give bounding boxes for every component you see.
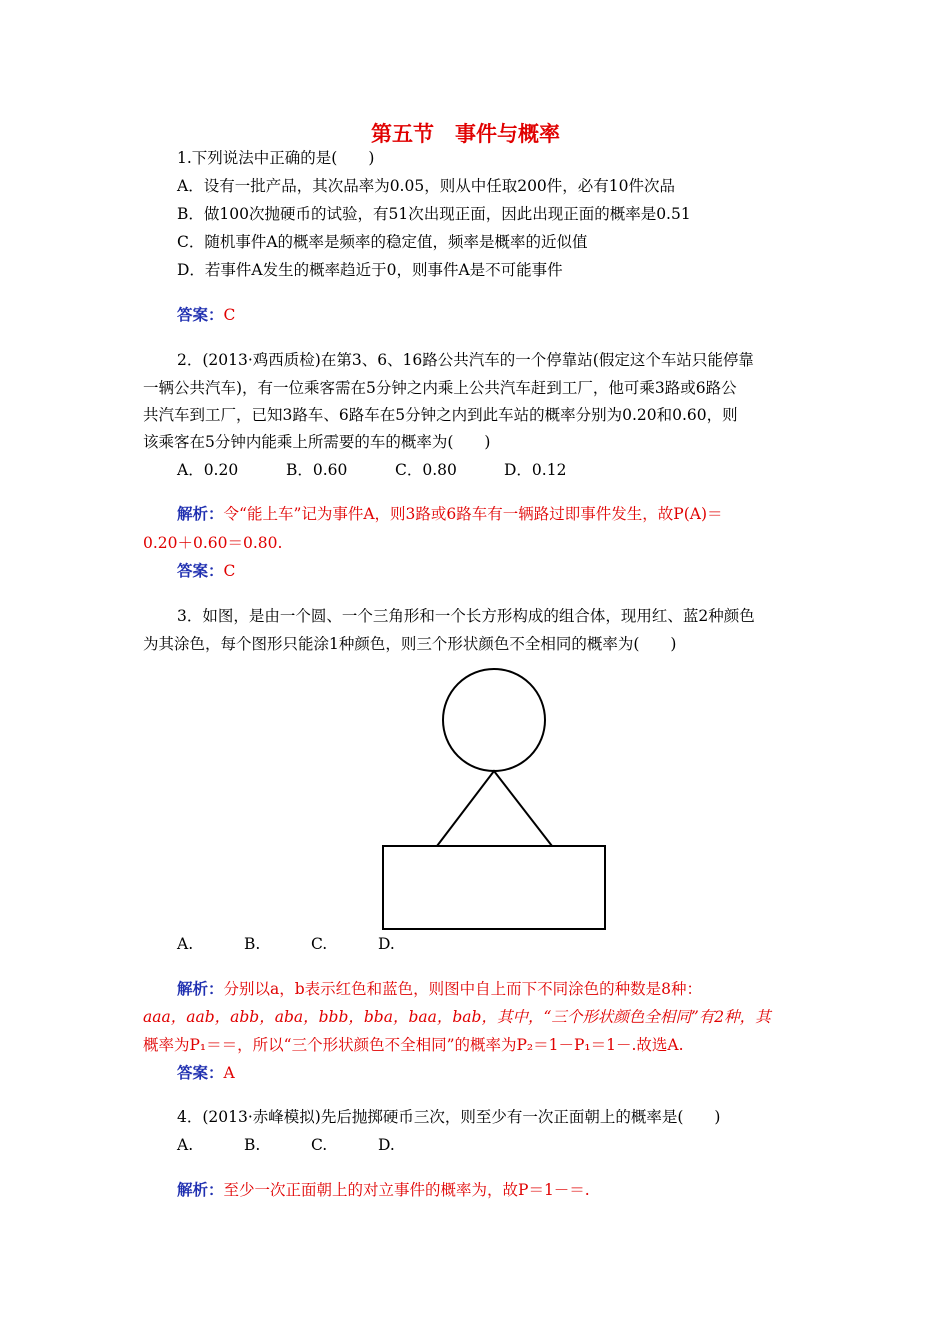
q2-option-c: C．0.80: [395, 461, 457, 479]
answer-label: 答案：: [177, 562, 224, 580]
q1-option-b: B．做100次抛硬币的试验，有51次出现正面，因此出现正面的概率是0.51: [177, 205, 691, 223]
q1-option-d: D．若事件A发生的概率趋近于0，则事件A是不可能事件: [177, 261, 563, 279]
figure-rectangle: [383, 846, 605, 929]
answer-value: C: [223, 306, 236, 324]
q3-analysis-line-2: aaa，aab，abb，aba，bbb，bba，baa，bab，其中，“三个形状颜色全相同”有2种，其: [143, 1008, 771, 1026]
analysis-text: 分别以a，b表示红色和蓝色，则图中自上而下不同涂色的种数是8种：: [223, 980, 703, 998]
answer-value: C: [223, 562, 236, 580]
q2-line-1: 2．(2013·鸡西质检)在第3、6、16路公共汽车的一个停靠站(假定这个车站只能停靠: [177, 351, 754, 369]
q3-analysis-line-3: 概率为P₁＝＝，所以“三个形状颜色不全相同”的概率为P₂＝1－P₁＝1－.故选A.: [143, 1036, 684, 1054]
q2-line-4: 该乘客在5分钟内能乘上所需要的车的概率为( ): [143, 433, 491, 451]
q4-analysis: [177, 1180, 590, 1200]
q2-option-a: A．0.20: [177, 461, 239, 479]
q3-option-a: A.: [177, 935, 194, 953]
q3-answer: [177, 1063, 235, 1083]
q2-option-d: D．0.12: [504, 461, 567, 479]
q3-option-c: C.: [311, 935, 328, 953]
answer-value: A: [223, 1064, 235, 1082]
q4-option-d: D.: [378, 1136, 395, 1154]
answer-label: 答案：: [177, 306, 224, 324]
q2-line-3: 共汽车到工厂，已知3路车、6路车在5分钟之内到此车站的概率分别为0.20和0.60，则: [143, 406, 738, 424]
q3-analysis-line-1: [177, 979, 702, 999]
q1-stem: 1.下列说法中正确的是( ): [177, 149, 375, 167]
q4-stem: 4．(2013·赤峰模拟)先后抛掷硬币三次，则至少有一次正面朝上的概率是( ): [177, 1108, 721, 1126]
figure-circle: [443, 669, 545, 771]
q3-option-b: B.: [244, 935, 261, 953]
figure-triangle: [437, 771, 552, 846]
q1-option-c: C．随机事件A的概率是频率的稳定值，频率是概率的近似值: [177, 233, 588, 251]
q2-analysis-line-2: 0.20＋0.60＝0.80.: [143, 534, 283, 552]
analysis-label: 解析：: [177, 505, 224, 523]
q3-option-d: D.: [378, 935, 395, 953]
analysis-text: 至少一次正面朝上的对立事件的概率为，故P＝1－＝.: [223, 1181, 590, 1199]
q4-option-c: C.: [311, 1136, 328, 1154]
q1-answer: [177, 305, 235, 325]
q2-line-2: 一辆公共汽车)，有一位乘客需在5分钟之内乘上公共汽车赶到工厂，他可乘3路或6路公: [143, 379, 737, 397]
q1-option-a: A．设有一批产品，其次品率为0.05，则从中任取200件，必有10件次品: [177, 177, 676, 195]
q3-line-2: 为其涂色，每个图形只能涂1种颜色，则三个形状颜色不全相同的概率为( ): [143, 635, 677, 653]
page-title: 第五节 事件与概率: [371, 122, 560, 146]
q3-line-1: 3．如图，是由一个圆、一个三角形和一个长方形构成的组合体，现用红、蓝2种颜色: [177, 607, 755, 625]
q4-option-a: A.: [177, 1136, 194, 1154]
analysis-label: 解析：: [177, 1181, 224, 1199]
q2-answer: [177, 561, 235, 581]
figure-combined-shape: [0, 660, 950, 940]
analysis-label: 解析：: [177, 980, 224, 998]
q2-option-b: B．0.60: [286, 461, 348, 479]
q4-option-b: B.: [244, 1136, 261, 1154]
analysis-text: 令“能上车”记为事件A，则3路或6路车有一辆路过即事件发生，故P(A)＝: [223, 505, 723, 523]
answer-label: 答案：: [177, 1064, 224, 1082]
q2-analysis-line-1: [177, 504, 723, 524]
